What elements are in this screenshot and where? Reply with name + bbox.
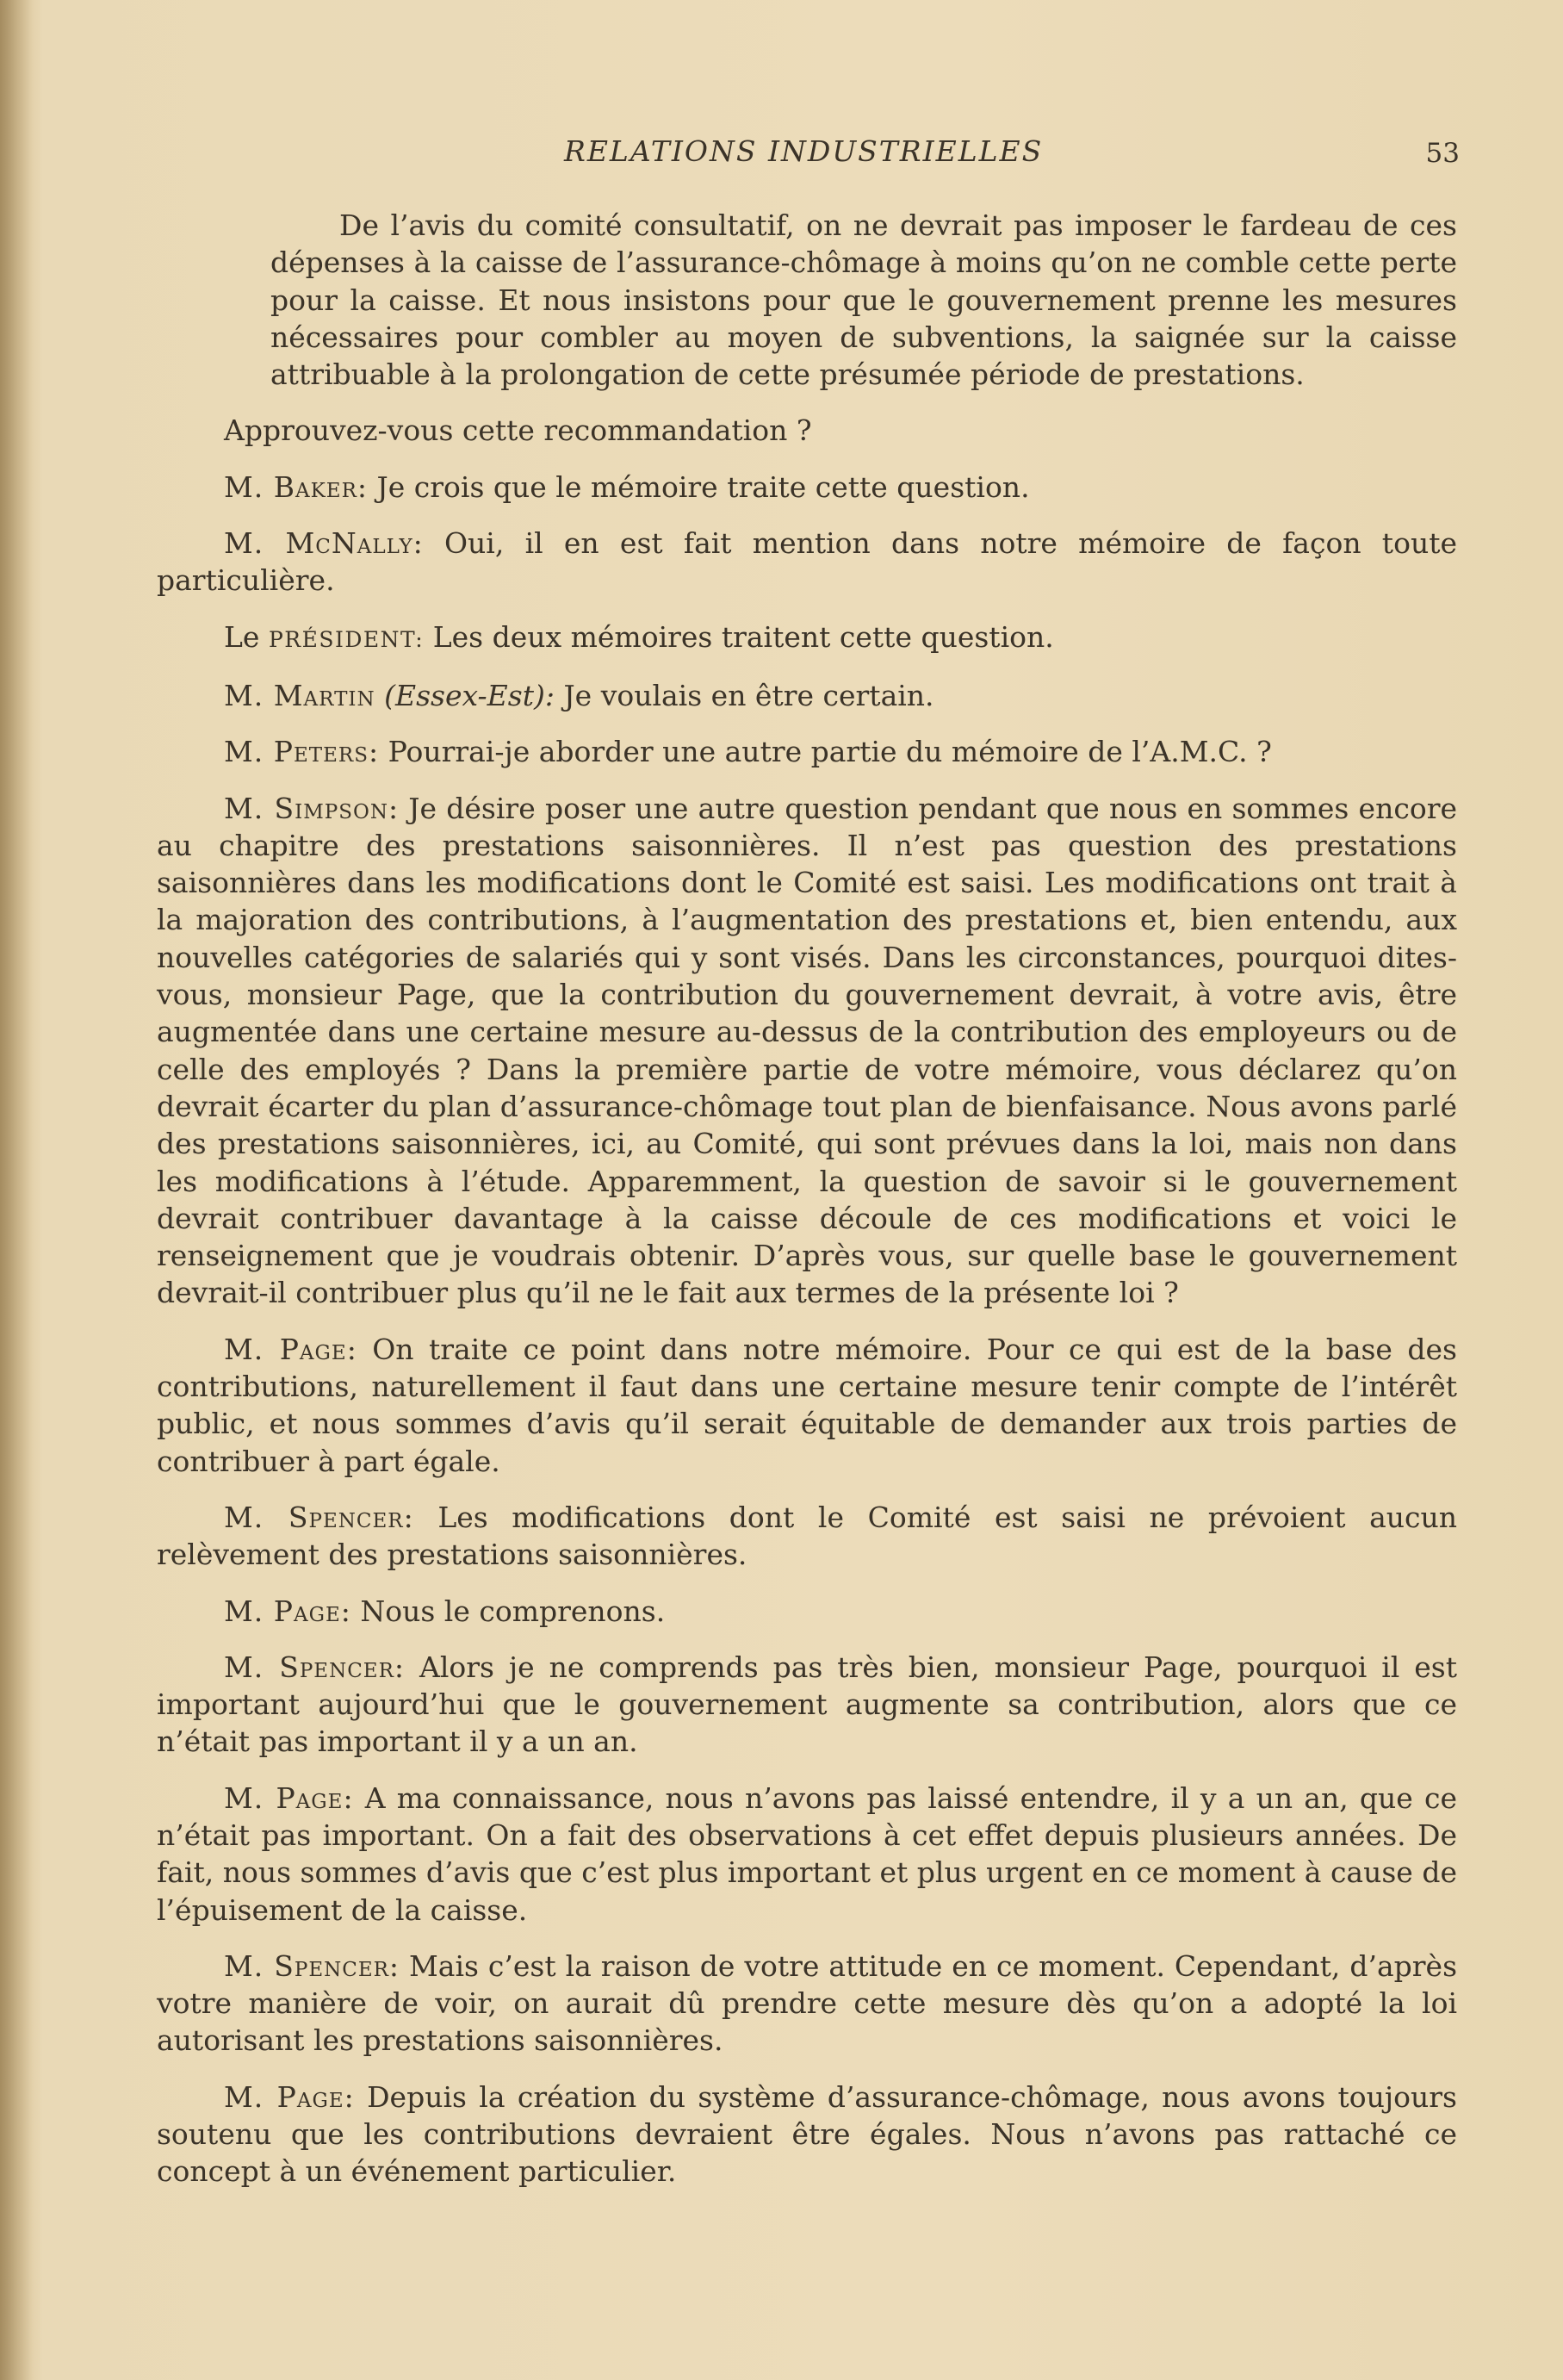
speaker-name: PRÉSIDENT: <box>268 626 425 652</box>
speaker-name: M. Page: <box>224 1594 351 1628</box>
speech-paragraph <box>157 2079 1457 2190</box>
page-number: 53 <box>1425 138 1460 169</box>
speaker-riding: (Essex-Est): <box>375 678 555 712</box>
speaker-name: M. McNally: <box>224 526 424 561</box>
page-header <box>155 134 1460 177</box>
speech-paragraph <box>157 618 1457 658</box>
quoted-recommendation: De l’avis du comité consultatif, on ne devrait pas imposer le fardeau de ces dépenses à la caisse de l’assurance-chômage à moins qu’on ne comble cette perte pour la caisse. Et nous insistons pour que le gouvernement prenne les mesures nécessaires pour combler au moyen de subventions, la saignée sur la caisse attribuable à la prolongation de cette présumée période de prestations. <box>270 208 1457 392</box>
speech-text: On traite ce point dans notre mémoire. Pour ce qui est de la base des contributions, naturellement il faut dans une certaine mesure tenir compte de l’intérêt public, et nous sommes d’avis qu’il serait équitable de demander aux trois parties de contribuer à part égale. <box>157 1332 1457 1478</box>
speech-text: Les modifications dont le Comité est saisi ne prévoient aucun relèvement des prestations saisonnières. <box>157 1500 1457 1572</box>
speech-text: Depuis la création du système d’assurance-chômage, nous avons toujours soutenu que les contributions devraient être égales. Nous n’avons pas rattaché ce concept à un événement particulier. <box>157 2079 1457 2189</box>
speaker-name: M. Page: <box>224 1780 354 1815</box>
speech-paragraph <box>157 1780 1457 1929</box>
speaker-name: M. Spencer: <box>224 1500 414 1534</box>
speech-paragraph <box>157 1649 1457 1761</box>
speaker-name: M. Page: <box>224 2079 355 2114</box>
speaker-name: M. Spencer: <box>224 1650 406 1684</box>
speaker-name: M. Baker: <box>224 469 369 504</box>
speech-paragraph <box>157 1499 1457 1574</box>
speech-paragraph <box>157 677 1457 714</box>
speech-text: Pourrai-je aborder une autre partie du mémoire de l’A.M.C. ? <box>379 735 1272 769</box>
speech-text: A ma connaissance, nous n’avons pas laissé entendre, il y a un an, que ce n’était pas important. On a fait des observations à cet effet depuis plusieurs années. De fait, nous sommes d’avis que c’est plus important et plus urgent en ce moment à cause de l’épuisement de la caisse. <box>157 1780 1457 1927</box>
speaker-prefix: Le <box>224 619 269 654</box>
speech-paragraph <box>157 1593 1457 1630</box>
running-title: RELATIONS INDUSTRIELLES <box>564 134 1044 168</box>
page-body <box>157 207 1457 2209</box>
speech-paragraph <box>157 525 1457 600</box>
speaker-name: M. Simpson: <box>224 791 400 825</box>
speaker-name: M. Peters: <box>224 735 380 769</box>
speech-paragraph <box>157 790 1457 1312</box>
speech-paragraph <box>157 469 1457 506</box>
speech-text: Je désire poser une autre question pendant que nous en sommes encore au chapitre des prestations saisonnières. Il n’est pas question des prestations saisonnières dans les modifications dont le Comité est saisi. Les modifications ont trait à la majoration des contributions, à l’augmentation des prestations et, bien entendu, aux nouvelles catégories de salariés qui y sont visés. Dans les circonstances, pourquoi dites-vous, monsieur Page, que la contribution du gouvernement devrait, à votre avis, être augmentée dans une certaine mesure au-dessus de la contribution des employeurs ou de celle des employés ? Dans la première partie de votre mémoire, vous déclarez qu’on devrait écarter du plan d’assurance-chômage tout plan de bienfaisance. Nous avons parlé des prestations saisonnières, ici, au Comité, qui sont prévues dans la loi, mais non dans les modifications à l’étude. Apparemment, la question de savoir si le gouvernement devrait contribuer davantage à la caisse découle de ces modifications et voici le renseignement que je voudrais obtenir. D’après vous, sur quelle base le gouvernement devrait-il contribuer plus qu’il ne le fait aux termes de la présente loi ? <box>157 791 1457 1310</box>
speaker-name: M. Spencer: <box>224 1948 400 1983</box>
speech-text: Je crois que le mémoire traite cette question. <box>368 469 1030 504</box>
speech-text: Je voulais en être certain. <box>554 678 934 712</box>
question-paragraph: Approuvez-vous cette recommandation ? <box>224 413 812 448</box>
speech-paragraph <box>157 1948 1457 2060</box>
speech-text: Alors je ne comprends pas très bien, monsieur Page, pourquoi il est important aujourd’hui que le gouvernement augmente sa contribution, alors que ce n’était pas important il y a un an. <box>157 1650 1458 1759</box>
speech-paragraph <box>157 733 1457 770</box>
speech-text: Nous le comprenons. <box>350 1594 666 1628</box>
page-binding-edge <box>0 0 33 2380</box>
speech-paragraph <box>157 1331 1457 1480</box>
speaker-name: M. Page: <box>224 1332 357 1366</box>
speaker-name: M. Martin <box>224 678 375 712</box>
speech-text: Oui, il en est fait mention dans notre mémoire de façon toute particulière. <box>157 526 1457 598</box>
speech-text: Les deux mémoires traitent cette question. <box>424 619 1054 654</box>
speech-text: Mais c’est la raison de votre attitude en ce moment. Cependant, d’après votre manière de voir, on aurait dû prendre cette mesure dès qu’on a adopté la loi autorisant les prestations saisonnières. <box>157 1948 1458 2058</box>
